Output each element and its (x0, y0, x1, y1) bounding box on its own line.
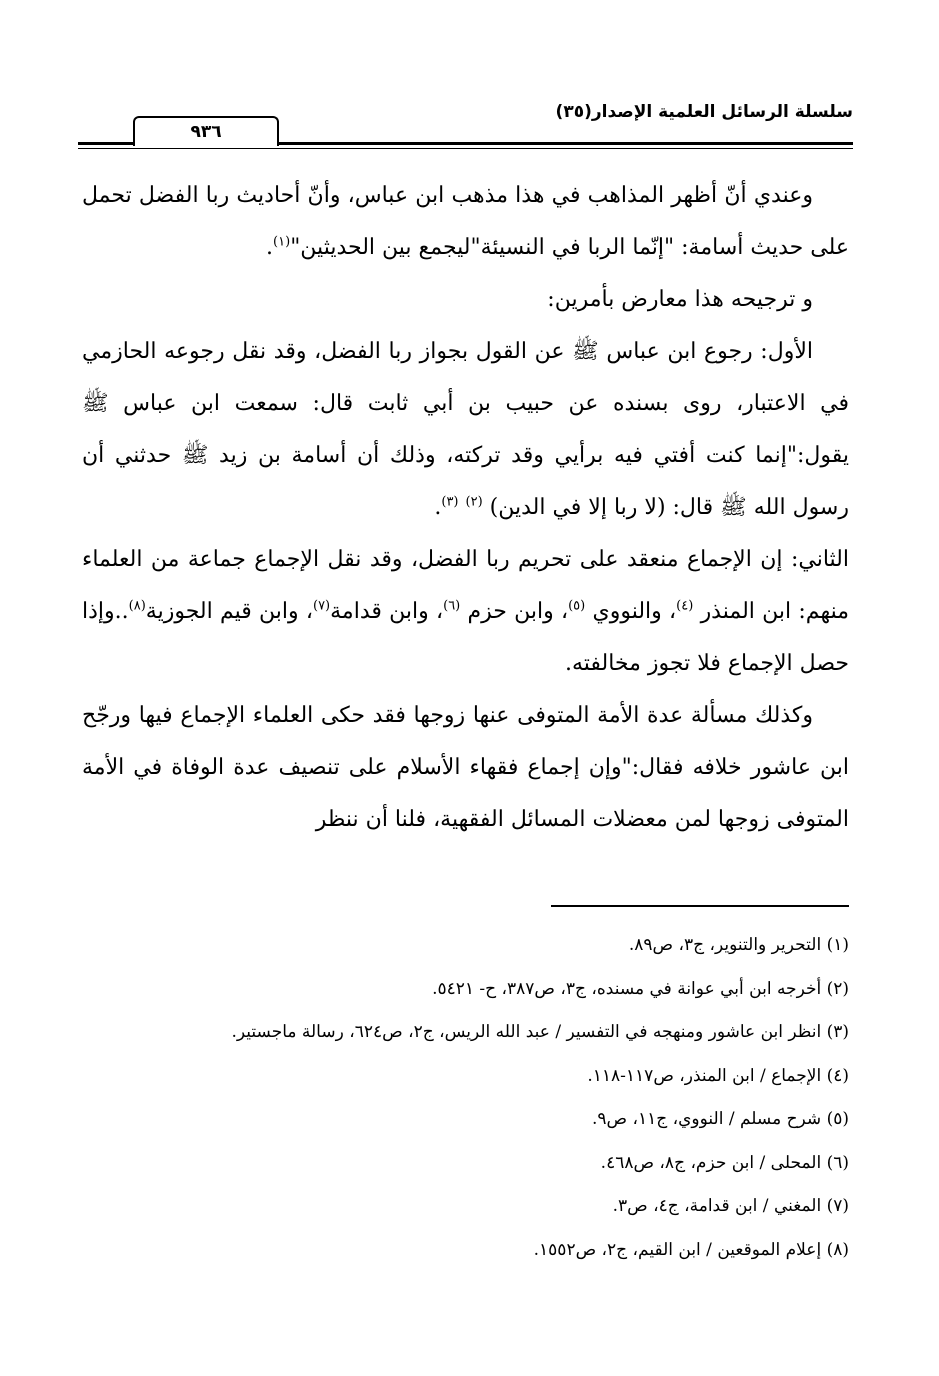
footnote-6: (٦) المحلى / ابن حزم، ج٨، ص٤٦٨. (600, 1152, 849, 1173)
footnote-8: (٨) إعلام الموقعين / ابن القيم، ج٢، ص١٥٥٢. (533, 1239, 849, 1260)
footnote-7: (٧) المغني / ابن قدامة، ج٤، ص٣. (612, 1196, 849, 1216)
footnote-ref-3: (٣) (441, 494, 459, 510)
paragraph-4-text-a: الثاني: إن الإجماع منعقد على تحريم ربا الفضل، وقد نقل الإجماع جماعة من العلماء منهم: ابن المنذر (82, 547, 850, 624)
footnotes-list (82, 924, 849, 1272)
paragraph-3 (82, 326, 849, 534)
paragraph-4-text-d: ، وابن قدامة (330, 599, 444, 624)
footnote-4: (٤) الإجماع / ابن المنذر، ص١١٧-١١٨. (587, 1065, 849, 1086)
footnote-2: (٢) أخرجه ابن أبي عوانة في مسنده، ج٣، ص٣٨٧، ح- ٥٤٢١. (432, 978, 849, 999)
page-number: ٩٣٦ (133, 116, 279, 146)
footnote-ref-6: (٦) (443, 598, 461, 614)
paragraph-2: و ترجيحه هذا معارض بأمرين: (547, 287, 813, 312)
series-title: سلسلة الرسائل العلمية الإصدار(٣٥) (555, 102, 853, 122)
footnote-ref-7: (٧) (312, 598, 331, 614)
paragraph-3-end: . (434, 495, 442, 520)
footnote-separator (551, 905, 849, 907)
footnote-ref-8: (٨) (128, 598, 146, 614)
footnote-1: (١) التحرير والتنوير، ج٣، ص٨٩. (628, 935, 849, 955)
footnote-ref-5: (٥) (568, 598, 586, 614)
paragraph-4 (82, 534, 849, 690)
paragraph-4-text-b: ، والنووي (592, 599, 677, 624)
footnote-5: (٥) شرح مسلم / النووي، ج١١، ص٩. (591, 1109, 849, 1129)
paragraph-1-end: . (266, 235, 274, 260)
paragraph-4-text-e: ، وابن قيم الجوزية (145, 599, 313, 624)
paragraph-1 (82, 170, 849, 274)
page-header (78, 96, 853, 152)
paragraph-4-text-c: ، وابن حزم (467, 599, 569, 624)
paragraph-5: وكذلك مسألة عدة الأمة المتوفى عنها زوجها فقد حكى العلماء الإجماع فيها ورجّح ابن عاشور خلافه فقال:"وإن إجماع فقهاء الأسلام على تنصيف عدة الوفاة في الأمة المتوفى زوجها لمن معضلات المسائل الفقهية، فلنا أن ننظر (82, 703, 849, 832)
main-text (82, 170, 849, 846)
footnote-ref-4: (٤) (676, 598, 694, 614)
footnote-ref-2: (٢) (465, 494, 483, 510)
paragraph-4-text-f: ..وإذا حصل الإجماع فلا تجوز مخالفته. (82, 599, 849, 676)
paragraph-1-text: وعندي أنّ أظهر المذاهب في هذا مذهب ابن عباس، وأنّ أحاديث ربا الفضل تحمل على حديث أسامة: "إنّما الربا في النسيئة"ليجمع بين الحديثين" (82, 183, 849, 260)
header-rule-thin (78, 148, 853, 149)
paragraph-3-text: الأول: رجوع ابن عباس ﷺ عن القول بجواز ربا الفضل، وقد نقل رجوعه الحازمي في الاعتبار، روى بسنده عن حبيب بن أبي ثابت قال: سمعت ابن عباس ﷺ يقول:"إنما كنت أفتي فيه برأيي وقد تركته، وذلك أن أسامة بن زيد ﷺ حدثني أن رسول الله ﷺ قال: (لا ربا إلا في الدين) (82, 339, 849, 520)
footnote-3: (٣) انظر ابن عاشور ومنهجه في التفسير / عبد الله الريس، ج٢، ص٦٢٤، رسالة ماجستير. (231, 1022, 849, 1042)
footnote-ref-1: (١) (273, 234, 291, 250)
